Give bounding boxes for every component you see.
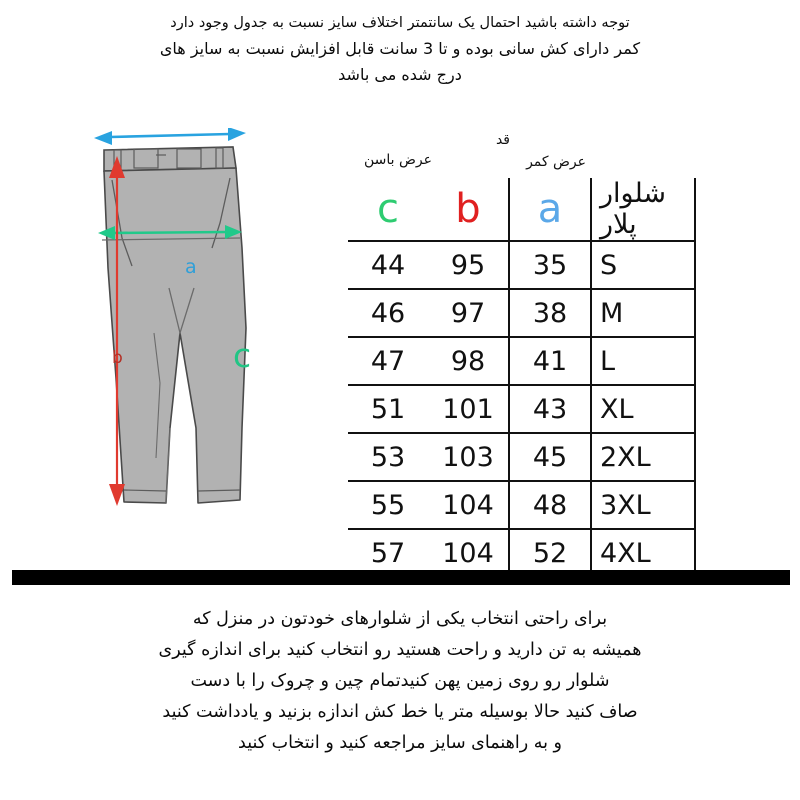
instruction-line-3: شلوار رو روی زمین پهن کنیدتمام چین و چروک را با دست — [190, 671, 610, 691]
table-row — [348, 481, 695, 529]
cell-length: 98 — [428, 337, 509, 385]
cell-hip: 44 — [348, 241, 428, 289]
top-note-line-3: درج شده می باشد — [338, 65, 462, 84]
size-table — [348, 178, 696, 576]
cell-hip: 47 — [348, 337, 428, 385]
column-caption-waist: عرض کمر — [526, 154, 586, 170]
header-letter-c: c — [377, 186, 399, 232]
product-label: شلوار پلار — [591, 178, 695, 241]
table-row — [348, 529, 695, 576]
instruction-line-1: برای راحتی انتخاب یکی از شلوارهای خودتون در منزل که — [192, 609, 608, 629]
top-note-line-1: توجه داشته باشید احتمال یک سانتمتر اختلاف سایز نسبت به جدول وجود دارد — [170, 15, 630, 31]
table-row — [348, 241, 695, 289]
cell-hip: 46 — [348, 289, 428, 337]
cell-size: S — [591, 241, 695, 289]
cell-length: 104 — [428, 481, 509, 529]
dimension-label-c: c — [233, 336, 252, 375]
header-letter-a: a — [537, 186, 563, 232]
cell-size: XL — [591, 385, 695, 433]
cell-waist: 43 — [509, 385, 591, 433]
column-caption-length: قد — [495, 132, 510, 148]
instruction-line-4: صاف کنید حالا بوسیله متر یا خط کش اندازه بزنید و یادداشت کنید — [162, 702, 638, 722]
header-letter-hip — [348, 178, 428, 241]
top-note-line-2: کمر دارای کش سانی بوده و تا 3 سانت قابل افزایش نسبت به سایز های — [159, 39, 641, 58]
cell-waist: 52 — [509, 529, 591, 576]
dimension-label-b: b — [112, 348, 123, 368]
table-row — [348, 385, 695, 433]
cell-waist: 38 — [509, 289, 591, 337]
cell-waist: 48 — [509, 481, 591, 529]
instruction-line-2: همیشه به تن دارید و راحت هستید رو انتخاب کنید برای اندازه گیری — [158, 640, 642, 660]
column-caption-hip: عرض باسن — [363, 152, 432, 168]
instructions-block — [0, 604, 800, 759]
pants-shape — [102, 147, 246, 503]
cell-waist: 41 — [509, 337, 591, 385]
cell-waist: 45 — [509, 433, 591, 481]
cell-waist: 35 — [509, 241, 591, 289]
dimension-label-a: a — [185, 256, 197, 278]
size-table-header-row — [348, 178, 695, 241]
size-table-block — [348, 130, 682, 569]
cell-hip: 51 — [348, 385, 428, 433]
cell-length: 101 — [428, 385, 509, 433]
header-letter-waist — [509, 178, 591, 241]
cell-size: 2XL — [591, 433, 695, 481]
cell-length: 103 — [428, 433, 509, 481]
top-note-block — [0, 10, 800, 88]
pants-diagram — [70, 128, 360, 558]
cell-length: 104 — [428, 529, 509, 576]
cell-size: M — [591, 289, 695, 337]
table-row — [348, 289, 695, 337]
header-letter-b: b — [455, 186, 481, 232]
cell-size: 4XL — [591, 529, 695, 576]
section-divider — [12, 570, 790, 585]
instruction-line-5: و به راهنمای سایز مراجعه کنید و انتخاب کنید — [238, 733, 562, 753]
cell-length: 97 — [428, 289, 509, 337]
table-row — [348, 337, 695, 385]
cell-hip: 57 — [348, 529, 428, 576]
cell-size: L — [591, 337, 695, 385]
size-table-body — [348, 178, 695, 576]
cell-size: 3XL — [591, 481, 695, 529]
cell-hip: 55 — [348, 481, 428, 529]
dimension-arrow-a — [94, 128, 246, 145]
header-letter-length — [428, 178, 509, 241]
cell-hip: 53 — [348, 433, 428, 481]
table-row — [348, 433, 695, 481]
cell-length: 95 — [428, 241, 509, 289]
pants-illustration-svg — [70, 128, 360, 558]
